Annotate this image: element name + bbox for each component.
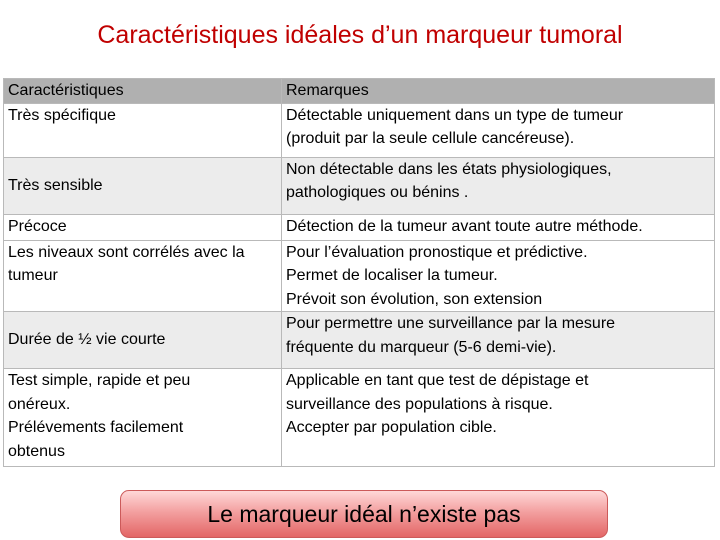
table-row <box>4 312 715 369</box>
table-row <box>4 214 715 240</box>
characteristic-cell: Très spécifique <box>4 103 282 157</box>
characteristic-cell: Très sensible <box>4 157 282 214</box>
remark-cell: Applicable en tant que test de dépistage et surveillance des populations à risque. Accepter par population cible. <box>282 369 715 467</box>
characteristic-cell: Les niveaux sont corrélés avec la tumeur <box>4 240 282 312</box>
remark-cell: Détectable uniquement dans un type de tumeur (produit par la seule cellule cancéreuse). <box>282 103 715 157</box>
remark-cell: Détection de la tumeur avant toute autre méthode. <box>282 214 715 240</box>
page-title: Caractéristiques idéales d’un marqueur tumoral <box>97 21 623 49</box>
table-header-row <box>4 79 715 104</box>
characteristics-table <box>3 78 715 467</box>
characteristic-cell: Test simple, rapide et peu onéreux. Prélévements facilement obtenus <box>4 369 282 467</box>
table-row <box>4 369 715 467</box>
header-characteristics: Caractéristiques <box>4 79 282 104</box>
remark-cell: Pour l’évaluation pronostique et prédictive. Permet de localiser la tumeur. Prévoit son évolution, son extension <box>282 240 715 312</box>
characteristic-cell: Durée de ½ vie courte <box>4 312 282 369</box>
characteristic-cell: Précoce <box>4 214 282 240</box>
table-row <box>4 157 715 214</box>
table-row <box>4 240 715 312</box>
remark-cell: Pour permettre une surveillance par la mesure fréquente du marqueur (5-6 demi-vie). <box>282 312 715 369</box>
header-remarks: Remarques <box>282 79 715 104</box>
table-row <box>4 103 715 157</box>
remark-cell: Non détectable dans les états physiologiques, pathologiques ou bénins . <box>282 157 715 214</box>
conclusion-banner: Le marqueur idéal n’existe pas <box>120 490 608 538</box>
